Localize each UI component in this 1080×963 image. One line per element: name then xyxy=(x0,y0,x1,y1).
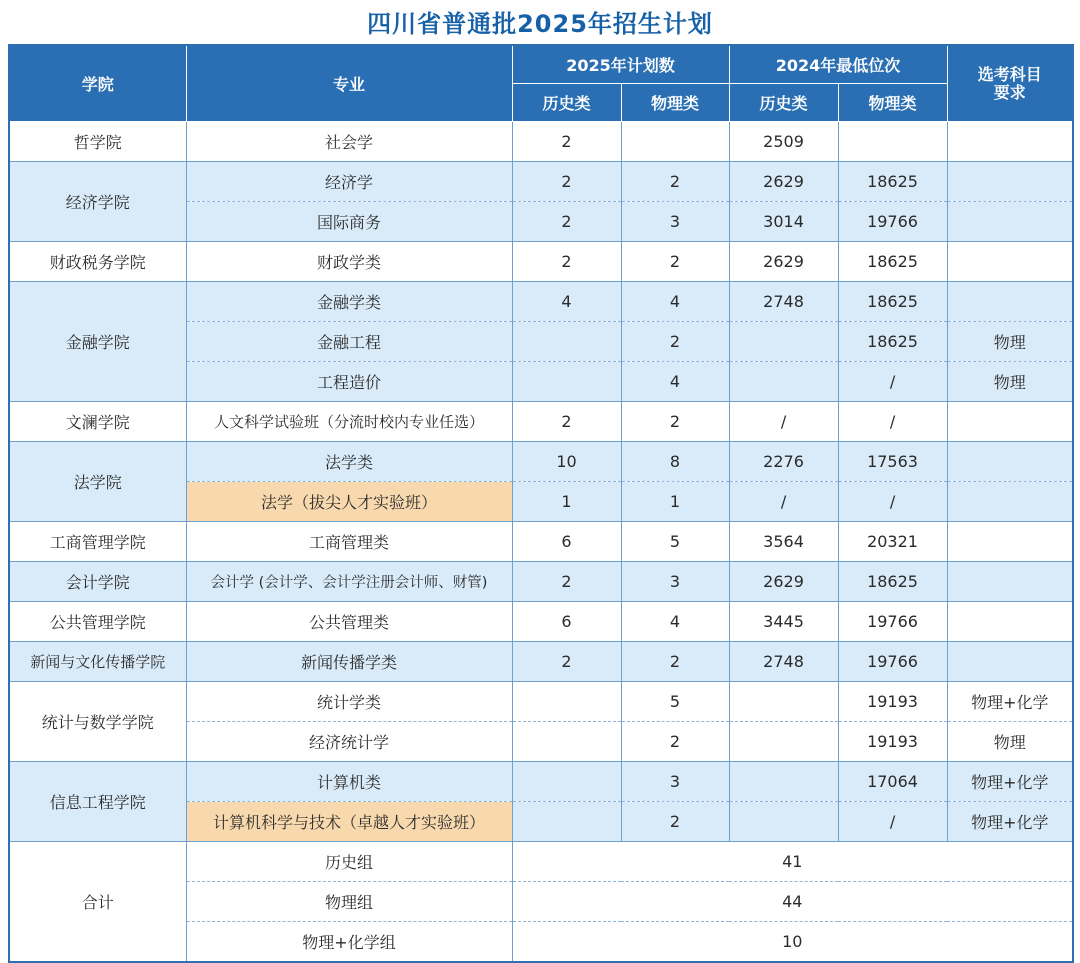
rank-history-cell: 2629 xyxy=(729,562,838,602)
rank-physics-cell: 18625 xyxy=(838,242,947,282)
rank-physics-cell: 19766 xyxy=(838,202,947,242)
plan-history-cell xyxy=(512,682,621,722)
rank-history-cell: / xyxy=(729,482,838,522)
plan-physics-cell: 5 xyxy=(621,682,729,722)
rank-physics-cell: 17064 xyxy=(838,762,947,802)
rank-history-cell: 3564 xyxy=(729,522,838,562)
header-rank-physics: 物理类 xyxy=(838,84,947,122)
subject-requirement-cell: 物理+化学 xyxy=(947,762,1073,802)
subject-requirement-cell: 物理 xyxy=(947,362,1073,402)
major-cell: 公共管理类 xyxy=(186,602,512,642)
plan-history-cell: 2 xyxy=(512,242,621,282)
page-title: 四川省普通批2025年招生计划 xyxy=(367,10,713,38)
subject-requirement-cell xyxy=(947,202,1073,242)
rank-history-cell: / xyxy=(729,402,838,442)
college-cell: 金融学院 xyxy=(9,282,186,402)
rank-history-cell: 2509 xyxy=(729,122,838,162)
subject-requirement-cell xyxy=(947,242,1073,282)
major-cell: 会计学 (会计学、会计学注册会计师、财管) xyxy=(186,562,512,602)
total-group-label: 物理+化学组 xyxy=(186,922,512,963)
plan-history-cell xyxy=(512,722,621,762)
subject-requirement-cell: 物理 xyxy=(947,722,1073,762)
plan-physics-cell: 3 xyxy=(621,762,729,802)
table-row xyxy=(9,562,1073,602)
rank-history-cell: 2748 xyxy=(729,642,838,682)
rank-physics-cell: 19193 xyxy=(838,722,947,762)
table-row xyxy=(9,122,1073,162)
total-group-label: 物理组 xyxy=(186,882,512,922)
rank-history-cell xyxy=(729,802,838,842)
subject-requirement-cell: 物理+化学 xyxy=(947,682,1073,722)
subject-requirement-cell xyxy=(947,402,1073,442)
major-cell: 财政学类 xyxy=(186,242,512,282)
plan-history-cell: 2 xyxy=(512,202,621,242)
plan-history-cell: 6 xyxy=(512,602,621,642)
rank-physics-cell: 19766 xyxy=(838,602,947,642)
plan-physics-cell: 2 xyxy=(621,162,729,202)
rank-physics-cell: / xyxy=(838,482,947,522)
subject-requirement-cell xyxy=(947,642,1073,682)
rank-physics-cell: 19766 xyxy=(838,642,947,682)
total-group-label: 历史组 xyxy=(186,842,512,882)
rank-physics-cell: / xyxy=(838,402,947,442)
subject-requirement-cell xyxy=(947,282,1073,322)
subject-requirement-cell xyxy=(947,562,1073,602)
major-cell: 法学类 xyxy=(186,442,512,482)
plan-physics-cell: 4 xyxy=(621,282,729,322)
college-cell: 会计学院 xyxy=(9,562,186,602)
plan-history-cell: 2 xyxy=(512,122,621,162)
header-subject-requirement: 选考科目 要求 xyxy=(947,45,1073,122)
rank-history-cell xyxy=(729,722,838,762)
plan-history-cell xyxy=(512,762,621,802)
plan-physics-cell: 2 xyxy=(621,242,729,282)
total-row xyxy=(9,842,1073,882)
rank-physics-cell: / xyxy=(838,362,947,402)
rank-history-cell: 2629 xyxy=(729,162,838,202)
table-row xyxy=(9,602,1073,642)
table-row xyxy=(9,762,1073,802)
plan-physics-cell: 2 xyxy=(621,722,729,762)
header-college: 学院 xyxy=(9,45,186,122)
header-plan-physics: 物理类 xyxy=(621,84,729,122)
plan-physics-cell xyxy=(621,122,729,162)
rank-physics-cell: 19193 xyxy=(838,682,947,722)
plan-history-cell: 2 xyxy=(512,402,621,442)
subject-requirement-cell xyxy=(947,442,1073,482)
plan-history-cell xyxy=(512,802,621,842)
table-row xyxy=(9,242,1073,282)
table-row xyxy=(9,402,1073,442)
total-value: 41 xyxy=(512,842,1073,882)
rank-physics-cell: 18625 xyxy=(838,282,947,322)
major-cell: 工商管理类 xyxy=(186,522,512,562)
plan-physics-cell: 3 xyxy=(621,562,729,602)
major-cell: 统计学类 xyxy=(186,682,512,722)
header-plan-2025: 2025年计划数 xyxy=(512,45,729,84)
college-cell: 信息工程学院 xyxy=(9,762,186,842)
major-cell: 新闻传播学类 xyxy=(186,642,512,682)
plan-history-cell: 2 xyxy=(512,162,621,202)
college-cell: 哲学院 xyxy=(9,122,186,162)
college-cell: 统计与数学学院 xyxy=(9,682,186,762)
rank-physics-cell: 17563 xyxy=(838,442,947,482)
college-cell: 法学院 xyxy=(9,442,186,522)
plan-physics-cell: 2 xyxy=(621,322,729,362)
header-major: 专业 xyxy=(186,45,512,122)
rank-history-cell xyxy=(729,682,838,722)
table-row xyxy=(9,162,1073,202)
table-row xyxy=(9,442,1073,482)
rank-history-cell xyxy=(729,762,838,802)
rank-history-cell xyxy=(729,322,838,362)
total-label: 合计 xyxy=(9,842,186,963)
table-row xyxy=(9,682,1073,722)
plan-physics-cell: 2 xyxy=(621,402,729,442)
total-value: 44 xyxy=(512,882,1073,922)
major-cell-highlighted: 法学（拔尖人才实验班） xyxy=(186,482,512,522)
plan-physics-cell: 4 xyxy=(621,602,729,642)
header-rank-2024: 2024年最低位次 xyxy=(729,45,947,84)
plan-history-cell: 1 xyxy=(512,482,621,522)
college-cell: 经济学院 xyxy=(9,162,186,242)
major-cell: 经济统计学 xyxy=(186,722,512,762)
plan-physics-cell: 2 xyxy=(621,642,729,682)
rank-physics-cell: 18625 xyxy=(838,322,947,362)
major-cell: 国际商务 xyxy=(186,202,512,242)
college-cell: 文澜学院 xyxy=(9,402,186,442)
table-row xyxy=(9,522,1073,562)
rank-history-cell: 2276 xyxy=(729,442,838,482)
plan-physics-cell: 5 xyxy=(621,522,729,562)
rank-physics-cell: 20321 xyxy=(838,522,947,562)
rank-physics-cell: 18625 xyxy=(838,562,947,602)
plan-history-cell: 2 xyxy=(512,642,621,682)
plan-physics-cell: 1 xyxy=(621,482,729,522)
rank-history-cell: 3445 xyxy=(729,602,838,642)
plan-history-cell: 2 xyxy=(512,562,621,602)
subject-requirement-cell: 物理+化学 xyxy=(947,802,1073,842)
college-cell: 财政税务学院 xyxy=(9,242,186,282)
plan-physics-cell: 3 xyxy=(621,202,729,242)
rank-physics-cell xyxy=(838,122,947,162)
rank-history-cell xyxy=(729,362,838,402)
plan-history-cell xyxy=(512,362,621,402)
plan-history-cell: 4 xyxy=(512,282,621,322)
college-cell: 工商管理学院 xyxy=(9,522,186,562)
rank-history-cell: 3014 xyxy=(729,202,838,242)
major-cell: 金融学类 xyxy=(186,282,512,322)
major-cell: 工程造价 xyxy=(186,362,512,402)
plan-history-cell xyxy=(512,322,621,362)
subject-requirement-cell xyxy=(947,602,1073,642)
header-rank-history: 历史类 xyxy=(729,84,838,122)
plan-history-cell: 10 xyxy=(512,442,621,482)
plan-physics-cell: 2 xyxy=(621,802,729,842)
rank-history-cell: 2748 xyxy=(729,282,838,322)
subject-requirement-cell: 物理 xyxy=(947,322,1073,362)
college-cell: 新闻与文化传播学院 xyxy=(9,642,186,682)
rank-physics-cell: 18625 xyxy=(838,162,947,202)
table-row xyxy=(9,282,1073,322)
total-value: 10 xyxy=(512,922,1073,963)
plan-physics-cell: 8 xyxy=(621,442,729,482)
subject-requirement-cell xyxy=(947,122,1073,162)
college-cell: 公共管理学院 xyxy=(9,602,186,642)
plan-physics-cell: 4 xyxy=(621,362,729,402)
plan-history-cell: 6 xyxy=(512,522,621,562)
subject-requirement-cell xyxy=(947,482,1073,522)
major-cell: 计算机类 xyxy=(186,762,512,802)
subject-requirement-cell xyxy=(947,522,1073,562)
major-cell: 经济学 xyxy=(186,162,512,202)
major-cell: 社会学 xyxy=(186,122,512,162)
major-cell: 人文科学试验班（分流时校内专业任选） xyxy=(186,402,512,442)
subject-requirement-cell xyxy=(947,162,1073,202)
major-cell: 金融工程 xyxy=(186,322,512,362)
rank-history-cell: 2629 xyxy=(729,242,838,282)
major-cell-highlighted: 计算机科学与技术（卓越人才实验班） xyxy=(186,802,512,842)
enrollment-plan-table xyxy=(8,44,1074,963)
table-row xyxy=(9,642,1073,682)
rank-physics-cell: / xyxy=(838,802,947,842)
header-plan-history: 历史类 xyxy=(512,84,621,122)
